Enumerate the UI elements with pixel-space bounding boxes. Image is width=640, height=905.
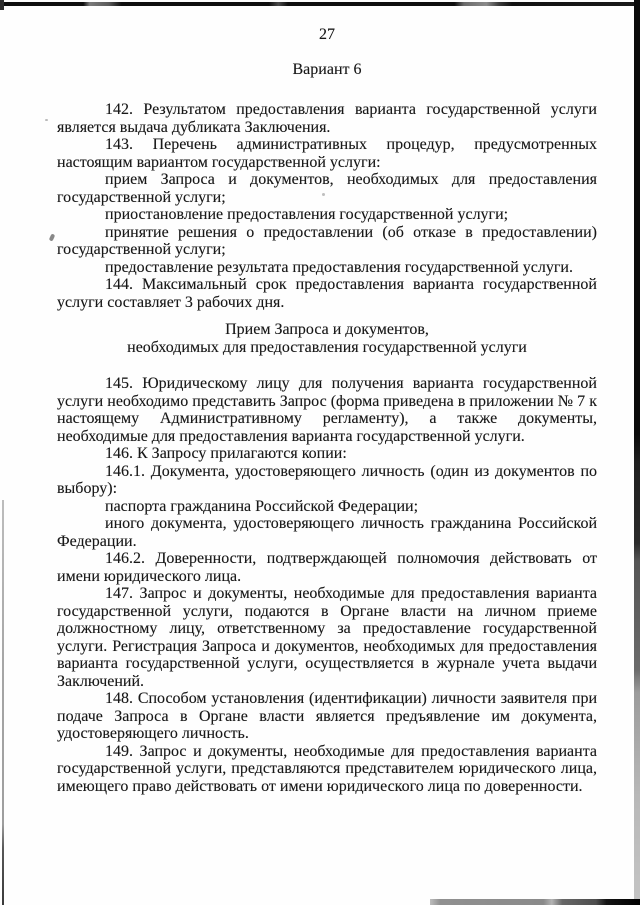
scan-edge-left bbox=[2, 500, 4, 905]
scan-edge-bottom bbox=[430, 899, 640, 905]
paragraph-142: 142. Результатом предоставления варианта государственной услуги является выдача дубликата Заключения. bbox=[57, 101, 597, 136]
scan-speck bbox=[45, 119, 48, 121]
paragraph-146-1-item-1: паспорта гражданина Российской Федерации; bbox=[105, 497, 419, 515]
subsection-heading-line-1: Прием Запроса и документов, bbox=[225, 321, 429, 338]
page-content bbox=[57, 26, 597, 795]
paragraph-143-intro: 143. Перечень административных процедур, предусмотренных настоящим вариантом государственной услуги: bbox=[57, 136, 597, 171]
scan-corner-mark bbox=[0, 0, 4, 10]
subsection-heading-line-2: необходимых для предоставления государственной услуги bbox=[127, 338, 527, 356]
paragraph-144: 144. Максимальный срок предоставления варианта государственной услуги составляет 3 рабочих дня. bbox=[57, 276, 597, 311]
paragraph-145: 145. Юридическому лицу для получения варианта государственной услуги необходимо представить Запрос (форма приведена в приложении № 7 к настоящему Административному регламенту), а также документы, необходимые для предоставления варианта государственной услуги. bbox=[57, 375, 597, 445]
paragraph-146-1-item-2: иного документа, удостоверяющего личность гражданина Российской Федерации. bbox=[57, 515, 597, 550]
paragraph-143-item-3: принятие решения о предоставлении (об отказе в предоставлении) государственной услуги; bbox=[57, 223, 597, 258]
paragraph-146-2: 146.2. Доверенности, подтверждающей полномочия действовать от имени юридического лица. bbox=[57, 550, 597, 585]
paragraph-149: 149. Запрос и документы, необходимые для предоставления варианта государственной услуги, представляются представителем юридического лица, имеющего право действовать от имени юридического лица по доверенности. bbox=[57, 742, 597, 795]
paragraph-143-item-2: приостановление предоставления государственной услуги; bbox=[105, 206, 509, 223]
paragraph-146: 146. К Запросу прилагаются копии: bbox=[105, 445, 347, 462]
paragraph-146-1: 146.1. Документа, удостоверяющего личность (один из документов по выбору): bbox=[57, 462, 597, 497]
subsection-heading bbox=[57, 321, 597, 356]
page-number: 27 bbox=[319, 26, 335, 43]
paragraph-143-item-4: предоставление результата предоставления государственной услуги. bbox=[105, 258, 573, 276]
scan-speck bbox=[49, 233, 56, 241]
scan-edge-top bbox=[0, 2, 640, 6]
paragraph-147: 147. Запрос и документы, необходимые для предоставления варианта государственной услуги, подаются в Органе власти на личном приеме должностному лицу, ответственному за предоставление государственной услуги. Регистрация Запроса и документов, необходимых для предоставления варианта государственной услуги, осуществляется в журнале учета выдачи Заключений. bbox=[57, 585, 597, 690]
paragraph-143-item-1: прием Запроса и документов, необходимых для предоставления государственной услуги; bbox=[57, 171, 597, 206]
variant-heading: Вариант 6 bbox=[292, 60, 362, 78]
scan-edge-right bbox=[634, 0, 640, 905]
paragraph-148: 148. Способом установления (идентификации) личности заявителя при подаче Запроса в Органе власти является предъявление им документа, удостоверяющего личность. bbox=[57, 690, 597, 742]
